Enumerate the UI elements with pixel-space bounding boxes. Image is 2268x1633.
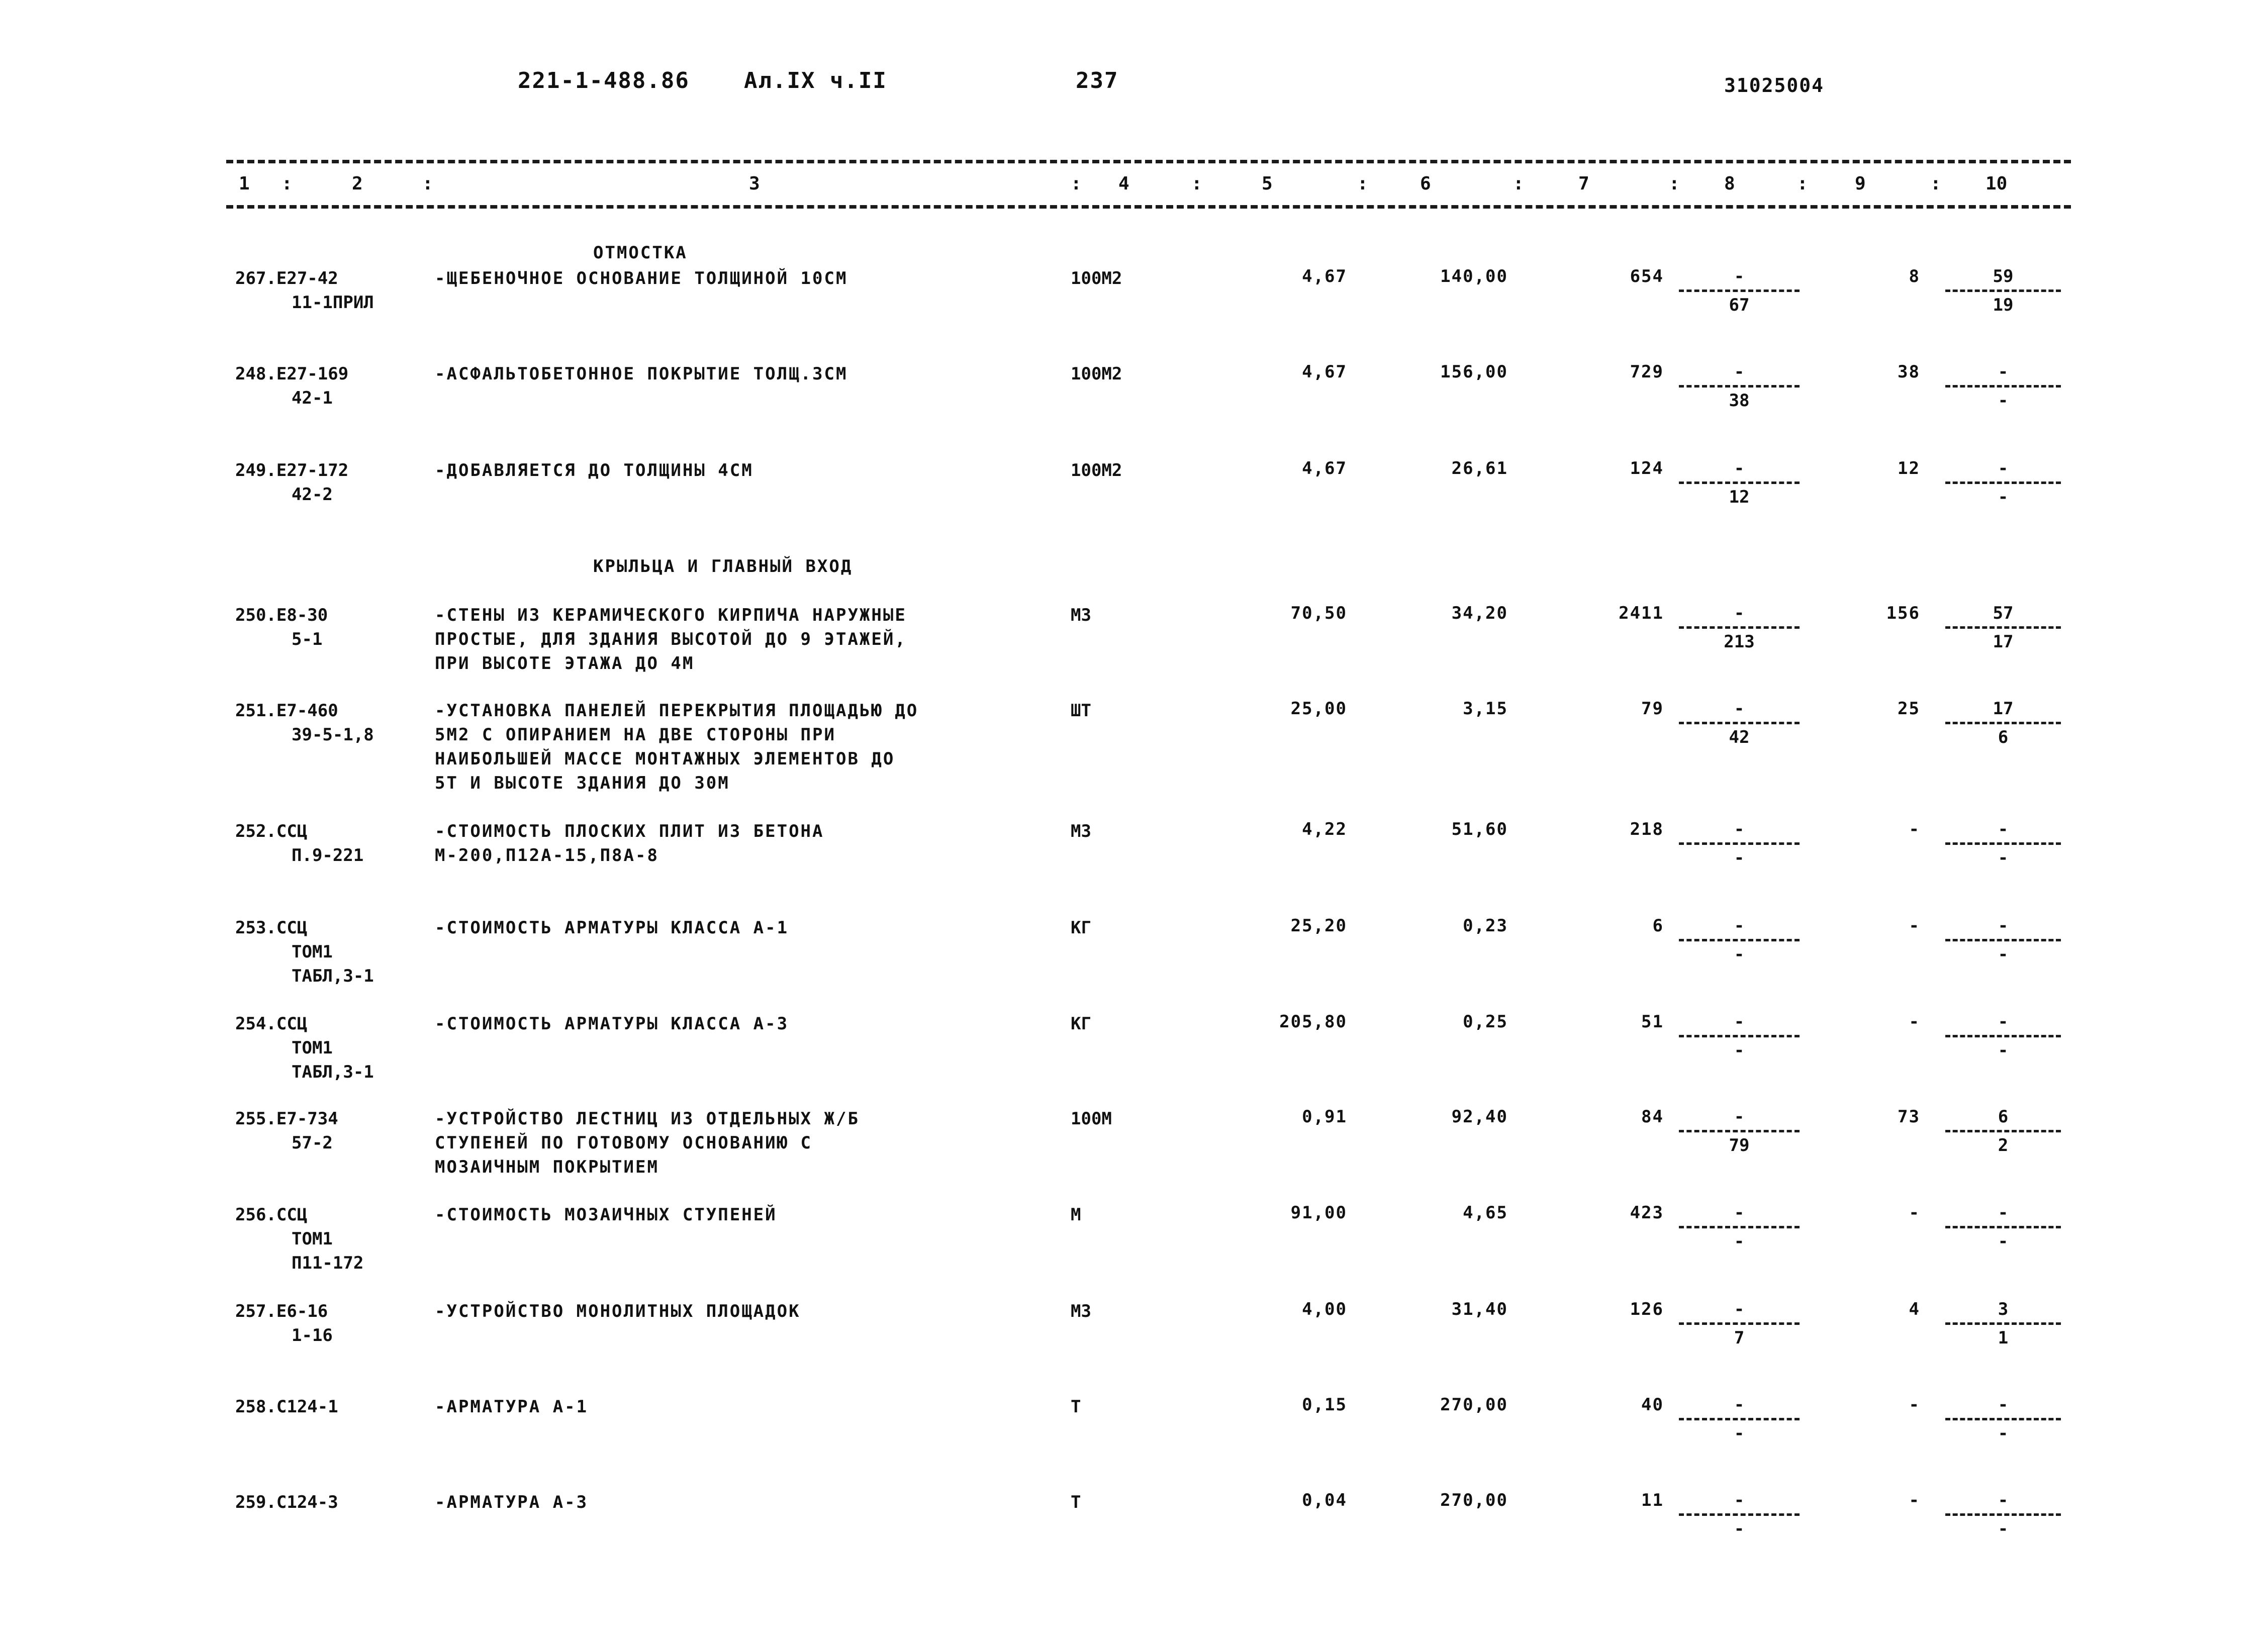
row-col8-denominator: - xyxy=(1734,848,1745,868)
row-description: -СТОИМОСТЬ АРМАТУРЫ КЛАССА А-3 xyxy=(435,1014,789,1034)
row-quantity: 4,00 xyxy=(1302,1299,1347,1319)
row-col10-divider xyxy=(1945,1513,2061,1516)
row-col9: - xyxy=(1909,819,1920,839)
row-col8-numerator: - xyxy=(1734,458,1745,478)
row-description: -ДОБАВЛЯЕТСЯ ДО ТОЛЩИНЫ 4СМ xyxy=(435,460,753,481)
row-col10-divider xyxy=(1945,1322,2061,1325)
row-col10 xyxy=(1945,1203,2061,1252)
row-code: 250.Е8-30 xyxy=(235,605,328,625)
row-unit: М3 xyxy=(1071,1301,1091,1321)
row-col8-denominator: 213 xyxy=(1724,632,1755,652)
row-description: МОЗАИЧНЫМ ПОКРЫТИЕМ xyxy=(435,1157,659,1177)
row-code: 256.ССЦ xyxy=(235,1205,308,1225)
row-unit-price: 26,61 xyxy=(1451,458,1508,478)
row-code: 259.С124-3 xyxy=(235,1492,338,1512)
row-col8 xyxy=(1679,1012,1800,1061)
row-col8-numerator: - xyxy=(1734,699,1745,719)
row-col8 xyxy=(1679,266,1800,315)
row-col9: 8 xyxy=(1909,266,1920,286)
row-col9: - xyxy=(1909,1012,1920,1032)
row-col9: 12 xyxy=(1898,458,1920,478)
row-quantity: 205,80 xyxy=(1279,1012,1347,1032)
row-col10-divider xyxy=(1945,482,2061,484)
row-col9: - xyxy=(1909,1490,1920,1510)
row-col9: - xyxy=(1909,1395,1920,1415)
row-col10 xyxy=(1945,699,2061,747)
row-code: 254.ССЦ xyxy=(235,1014,308,1034)
row-quantity: 25,00 xyxy=(1290,699,1347,719)
row-col8-denominator: - xyxy=(1734,1040,1745,1061)
row-total: 729 xyxy=(1630,362,1664,382)
row-quantity: 91,00 xyxy=(1290,1203,1347,1223)
row-description: НАИБОЛЬШЕЙ МАССЕ МОНТАЖНЫХ ЭЛЕМЕНТОВ ДО xyxy=(435,749,895,769)
row-unit: 100М2 xyxy=(1071,268,1122,289)
row-col8-divider xyxy=(1679,939,1800,941)
row-unit-price: 34,20 xyxy=(1451,603,1508,623)
row-col10 xyxy=(1945,1012,2061,1061)
row-total: 40 xyxy=(1641,1395,1664,1415)
row-unit: 100М2 xyxy=(1071,460,1122,481)
row-col10-numerator: - xyxy=(1998,458,2009,478)
row-col8-numerator: - xyxy=(1734,1107,1745,1127)
header-rule-top xyxy=(226,160,2071,163)
row-col10-numerator: - xyxy=(1998,1203,2009,1223)
row-total: 84 xyxy=(1641,1107,1664,1127)
row-col10-numerator: 3 xyxy=(1998,1299,2009,1319)
row-unit: 100М xyxy=(1071,1109,1112,1129)
row-col9: - xyxy=(1909,916,1920,936)
row-col10-divider xyxy=(1945,722,2061,724)
row-col8-denominator: 67 xyxy=(1729,295,1750,315)
column-separator: : xyxy=(1191,173,1202,194)
row-total: 2411 xyxy=(1619,603,1664,623)
row-col10-divider xyxy=(1945,1226,2061,1228)
column-number-3: 3 xyxy=(749,173,760,194)
row-col10-divider xyxy=(1945,842,2061,845)
row-col8 xyxy=(1679,819,1800,868)
row-col9: 38 xyxy=(1898,362,1920,382)
row-col8 xyxy=(1679,1395,1800,1444)
row-unit-price: 140,00 xyxy=(1440,266,1508,286)
row-total: 126 xyxy=(1630,1299,1664,1319)
row-col8-divider xyxy=(1679,290,1800,292)
row-description: М-200,П12А-15,П8А-8 xyxy=(435,845,659,866)
row-col9: 156 xyxy=(1886,603,1920,623)
row-quantity: 70,50 xyxy=(1290,603,1347,623)
row-col10 xyxy=(1945,819,2061,868)
row-col8-denominator: 7 xyxy=(1734,1328,1745,1348)
row-col8-numerator: - xyxy=(1734,266,1745,286)
row-unit-price: 92,40 xyxy=(1451,1107,1508,1127)
row-total: 124 xyxy=(1630,458,1664,478)
row-unit: Т xyxy=(1071,1397,1081,1417)
row-code: 257.Е6-16 xyxy=(235,1301,328,1321)
row-code: 42-2 xyxy=(292,485,333,505)
section-title-entrance: КРЫЛЬЦА И ГЛАВНЫЙ ВХОД xyxy=(593,556,853,577)
row-col9: 4 xyxy=(1909,1299,1920,1319)
row-code: 258.С124-1 xyxy=(235,1397,338,1417)
column-number-5: 5 xyxy=(1262,173,1273,194)
row-col8-denominator: - xyxy=(1734,944,1745,965)
row-col8 xyxy=(1679,1490,1800,1539)
row-col10-denominator: 19 xyxy=(1993,295,2014,315)
row-col8-denominator: - xyxy=(1734,1519,1745,1539)
row-col8 xyxy=(1679,603,1800,652)
row-col9: 73 xyxy=(1898,1107,1920,1127)
column-separator: : xyxy=(1357,173,1368,194)
row-col8-divider xyxy=(1679,482,1800,484)
row-col10-divider xyxy=(1945,1130,2061,1132)
row-col8-divider xyxy=(1679,1418,1800,1420)
row-description: -СТОИМОСТЬ ПЛОСКИХ ПЛИТ ИЗ БЕТОНА xyxy=(435,821,824,841)
row-col10-numerator: 57 xyxy=(1993,603,2014,623)
row-unit: М3 xyxy=(1071,605,1091,625)
row-quantity: 0,04 xyxy=(1302,1490,1347,1510)
row-quantity: 4,67 xyxy=(1302,362,1347,382)
row-code: 252.ССЦ xyxy=(235,821,308,841)
row-col8-divider xyxy=(1679,1513,1800,1516)
row-col10-numerator: - xyxy=(1998,362,2009,382)
row-col10-numerator: - xyxy=(1998,916,2009,936)
row-total: 51 xyxy=(1641,1012,1664,1032)
row-col9: - xyxy=(1909,1203,1920,1223)
row-col8 xyxy=(1679,1299,1800,1348)
row-col8-denominator: 12 xyxy=(1729,487,1750,507)
row-col10-denominator: - xyxy=(1998,1040,2009,1061)
document-id: 31025004 xyxy=(1724,74,1825,97)
row-unit-price: 51,60 xyxy=(1451,819,1508,839)
row-code: ТОМ1 xyxy=(292,1229,333,1249)
row-total: 6 xyxy=(1652,916,1664,936)
row-code: 255.Е7-734 xyxy=(235,1109,338,1129)
row-description: -АРМАТУРА А-1 xyxy=(435,1397,589,1417)
column-number-7: 7 xyxy=(1578,173,1589,194)
column-number-2: 2 xyxy=(352,173,363,194)
column-separator: : xyxy=(422,173,433,194)
row-code: 39-5-1,8 xyxy=(292,725,374,745)
row-col10-numerator: - xyxy=(1998,1012,2009,1032)
row-col10-denominator: 6 xyxy=(1998,727,2009,747)
row-col10-denominator: - xyxy=(1998,848,2009,868)
row-col10-denominator: 2 xyxy=(1998,1135,2009,1156)
row-col10-denominator: 1 xyxy=(1998,1328,2009,1348)
row-col10-numerator: 6 xyxy=(1998,1107,2009,1127)
row-code: 1-16 xyxy=(292,1325,333,1346)
row-col8-numerator: - xyxy=(1734,603,1745,623)
row-col8-denominator: 79 xyxy=(1729,1135,1750,1156)
row-code: ТОМ1 xyxy=(292,1038,333,1058)
row-unit-price: 3,15 xyxy=(1463,699,1508,719)
row-col8-divider xyxy=(1679,385,1800,388)
row-col8 xyxy=(1679,1203,1800,1252)
row-description: -ЩЕБЕНОЧНОЕ ОСНОВАНИЕ ТОЛЩИНОЙ 10СМ xyxy=(435,268,848,289)
row-col8-numerator: - xyxy=(1734,1395,1745,1415)
row-total: 423 xyxy=(1630,1203,1664,1223)
row-unit: М3 xyxy=(1071,821,1091,841)
row-description: -УСТАНОВКА ПАНЕЛЕЙ ПЕРЕКРЫТИЯ ПЛОЩАДЬЮ ДО xyxy=(435,701,919,721)
row-col10-numerator: 59 xyxy=(1993,266,2014,286)
row-col10 xyxy=(1945,266,2061,315)
row-col10 xyxy=(1945,1107,2061,1156)
row-col8 xyxy=(1679,699,1800,747)
row-col10-denominator: 17 xyxy=(1993,632,2014,652)
row-unit: М xyxy=(1071,1205,1081,1225)
row-unit-price: 156,00 xyxy=(1440,362,1508,382)
row-code: 251.Е7-460 xyxy=(235,701,338,721)
row-total: 218 xyxy=(1630,819,1664,839)
row-quantity: 25,20 xyxy=(1290,916,1347,936)
row-col10-numerator: - xyxy=(1998,1490,2009,1510)
row-col8 xyxy=(1679,362,1800,411)
row-unit-price: 31,40 xyxy=(1451,1299,1508,1319)
row-col8 xyxy=(1679,1107,1800,1156)
row-col8-divider xyxy=(1679,1226,1800,1228)
row-total: 79 xyxy=(1641,699,1664,719)
row-col10-denominator: - xyxy=(1998,944,2009,965)
row-col10-denominator: - xyxy=(1998,1519,2009,1539)
row-code: 248.Е27-169 xyxy=(235,364,349,384)
row-col10-divider xyxy=(1945,1418,2061,1420)
row-unit-price: 4,65 xyxy=(1463,1203,1508,1223)
column-separator: : xyxy=(1930,173,1941,194)
row-unit-price: 270,00 xyxy=(1440,1490,1508,1510)
column-separator: : xyxy=(1797,173,1808,194)
page-number: 237 xyxy=(1076,68,1119,93)
row-col8-numerator: - xyxy=(1734,1203,1745,1223)
column-number-1: 1 xyxy=(239,173,250,194)
column-number-10: 10 xyxy=(1986,173,2008,194)
album-reference: Ал.IX ч.II xyxy=(744,68,887,93)
row-code: 5-1 xyxy=(292,629,323,649)
row-col10-denominator: - xyxy=(1998,391,2009,411)
row-col8-denominator: - xyxy=(1734,1231,1745,1252)
row-col8-divider xyxy=(1679,1322,1800,1325)
row-col8-numerator: - xyxy=(1734,819,1745,839)
row-quantity: 4,67 xyxy=(1302,266,1347,286)
row-description: -СТЕНЫ ИЗ КЕРАМИЧЕСКОГО КИРПИЧА НАРУЖНЫЕ xyxy=(435,605,907,625)
row-description: СТУПЕНЕЙ ПО ГОТОВОМУ ОСНОВАНИЮ С xyxy=(435,1133,813,1153)
row-description: -АСФАЛЬТОБЕТОННОЕ ПОКРЫТИЕ ТОЛЩ.3СМ xyxy=(435,364,848,384)
row-col10-divider xyxy=(1945,939,2061,941)
row-col8-denominator: 42 xyxy=(1729,727,1750,747)
row-description: -СТОИМОСТЬ МОЗАИЧНЫХ СТУПЕНЕЙ xyxy=(435,1205,777,1225)
row-quantity: 4,67 xyxy=(1302,458,1347,478)
row-col8-numerator: - xyxy=(1734,362,1745,382)
row-col10-denominator: - xyxy=(1998,1231,2009,1252)
row-unit: КГ xyxy=(1071,1014,1091,1034)
row-code: 42-1 xyxy=(292,388,333,408)
row-unit-price: 270,00 xyxy=(1440,1395,1508,1415)
row-col10 xyxy=(1945,1490,2061,1539)
section-title-otmostka: ОТМОСТКА xyxy=(593,243,688,263)
column-number-6: 6 xyxy=(1420,173,1431,194)
row-description: -СТОИМОСТЬ АРМАТУРЫ КЛАССА А-1 xyxy=(435,918,789,938)
row-col8-numerator: - xyxy=(1734,1299,1745,1319)
row-code: 267.Е27-42 xyxy=(235,268,338,289)
header-rule-bottom xyxy=(226,205,2071,209)
row-col10-numerator: 17 xyxy=(1993,699,2014,719)
row-quantity: 0,91 xyxy=(1302,1107,1347,1127)
row-description: 5Т И ВЫСОТЕ ЗДАНИЯ ДО 30М xyxy=(435,773,730,793)
row-unit: Т xyxy=(1071,1492,1081,1512)
row-code: П.9-221 xyxy=(292,845,364,866)
row-col10 xyxy=(1945,362,2061,411)
row-description: ПРОСТЫЕ, ДЛЯ ЗДАНИЯ ВЫСОТОЙ ДО 9 ЭТАЖЕЙ, xyxy=(435,629,907,649)
row-unit: 100М2 xyxy=(1071,364,1122,384)
row-col8 xyxy=(1679,458,1800,507)
row-col8-numerator: - xyxy=(1734,1490,1745,1510)
column-separator: : xyxy=(1669,173,1680,194)
row-col8-denominator: 38 xyxy=(1729,391,1750,411)
row-quantity: 0,15 xyxy=(1302,1395,1347,1415)
row-col9: 25 xyxy=(1898,699,1920,719)
row-col10 xyxy=(1945,1299,2061,1348)
row-col10 xyxy=(1945,603,2061,652)
row-col10 xyxy=(1945,916,2061,965)
row-col10-divider xyxy=(1945,1035,2061,1037)
row-col10-numerator: - xyxy=(1998,819,2009,839)
row-col8-divider xyxy=(1679,1035,1800,1037)
row-code: П11-172 xyxy=(292,1253,364,1273)
row-col8-divider xyxy=(1679,842,1800,845)
row-unit-price: 0,23 xyxy=(1463,916,1508,936)
row-col8-divider xyxy=(1679,722,1800,724)
row-code: 11-1ПРИЛ xyxy=(292,293,374,313)
row-code: ТАБЛ,3-1 xyxy=(292,966,374,986)
row-col8-divider xyxy=(1679,1130,1800,1132)
row-code: 57-2 xyxy=(292,1133,333,1153)
row-col10 xyxy=(1945,1395,2061,1444)
row-col10 xyxy=(1945,458,2061,507)
row-col10-denominator: - xyxy=(1998,1423,2009,1444)
row-col8-divider xyxy=(1679,626,1800,629)
row-description: ПРИ ВЫСОТЕ ЭТАЖА ДО 4М xyxy=(435,653,695,674)
row-col10-numerator: - xyxy=(1998,1395,2009,1415)
row-code: ТОМ1 xyxy=(292,942,333,962)
document-code: 221-1-488.86 xyxy=(518,68,690,93)
row-col8 xyxy=(1679,916,1800,965)
row-col10-divider xyxy=(1945,626,2061,629)
row-col10-divider xyxy=(1945,290,2061,292)
row-unit: ШТ xyxy=(1071,701,1091,721)
row-col10-denominator: - xyxy=(1998,487,2009,507)
row-description: -УСТРОЙСТВО ЛЕСТНИЦ ИЗ ОТДЕЛЬНЫХ Ж/Б xyxy=(435,1109,860,1129)
row-description: -АРМАТУРА А-3 xyxy=(435,1492,589,1512)
row-description: 5М2 С ОПИРАНИЕМ НА ДВЕ СТОРОНЫ ПРИ xyxy=(435,725,836,745)
row-quantity: 4,22 xyxy=(1302,819,1347,839)
row-description: -УСТРОЙСТВО МОНОЛИТНЫХ ПЛОЩАДОК xyxy=(435,1301,801,1321)
column-separator: : xyxy=(1513,173,1524,194)
row-col8-numerator: - xyxy=(1734,916,1745,936)
column-separator: : xyxy=(281,173,293,194)
row-unit: КГ xyxy=(1071,918,1091,938)
row-code: ТАБЛ,3-1 xyxy=(292,1062,374,1082)
row-col10-divider xyxy=(1945,385,2061,388)
column-separator: : xyxy=(1071,173,1082,194)
row-total: 654 xyxy=(1630,266,1664,286)
row-total: 11 xyxy=(1641,1490,1664,1510)
row-code: 253.ССЦ xyxy=(235,918,308,938)
column-number-9: 9 xyxy=(1855,173,1866,194)
row-col8-numerator: - xyxy=(1734,1012,1745,1032)
column-number-4: 4 xyxy=(1118,173,1129,194)
row-col8-denominator: - xyxy=(1734,1423,1745,1444)
row-code: 249.Е27-172 xyxy=(235,460,349,481)
column-number-8: 8 xyxy=(1724,173,1735,194)
row-unit-price: 0,25 xyxy=(1463,1012,1508,1032)
